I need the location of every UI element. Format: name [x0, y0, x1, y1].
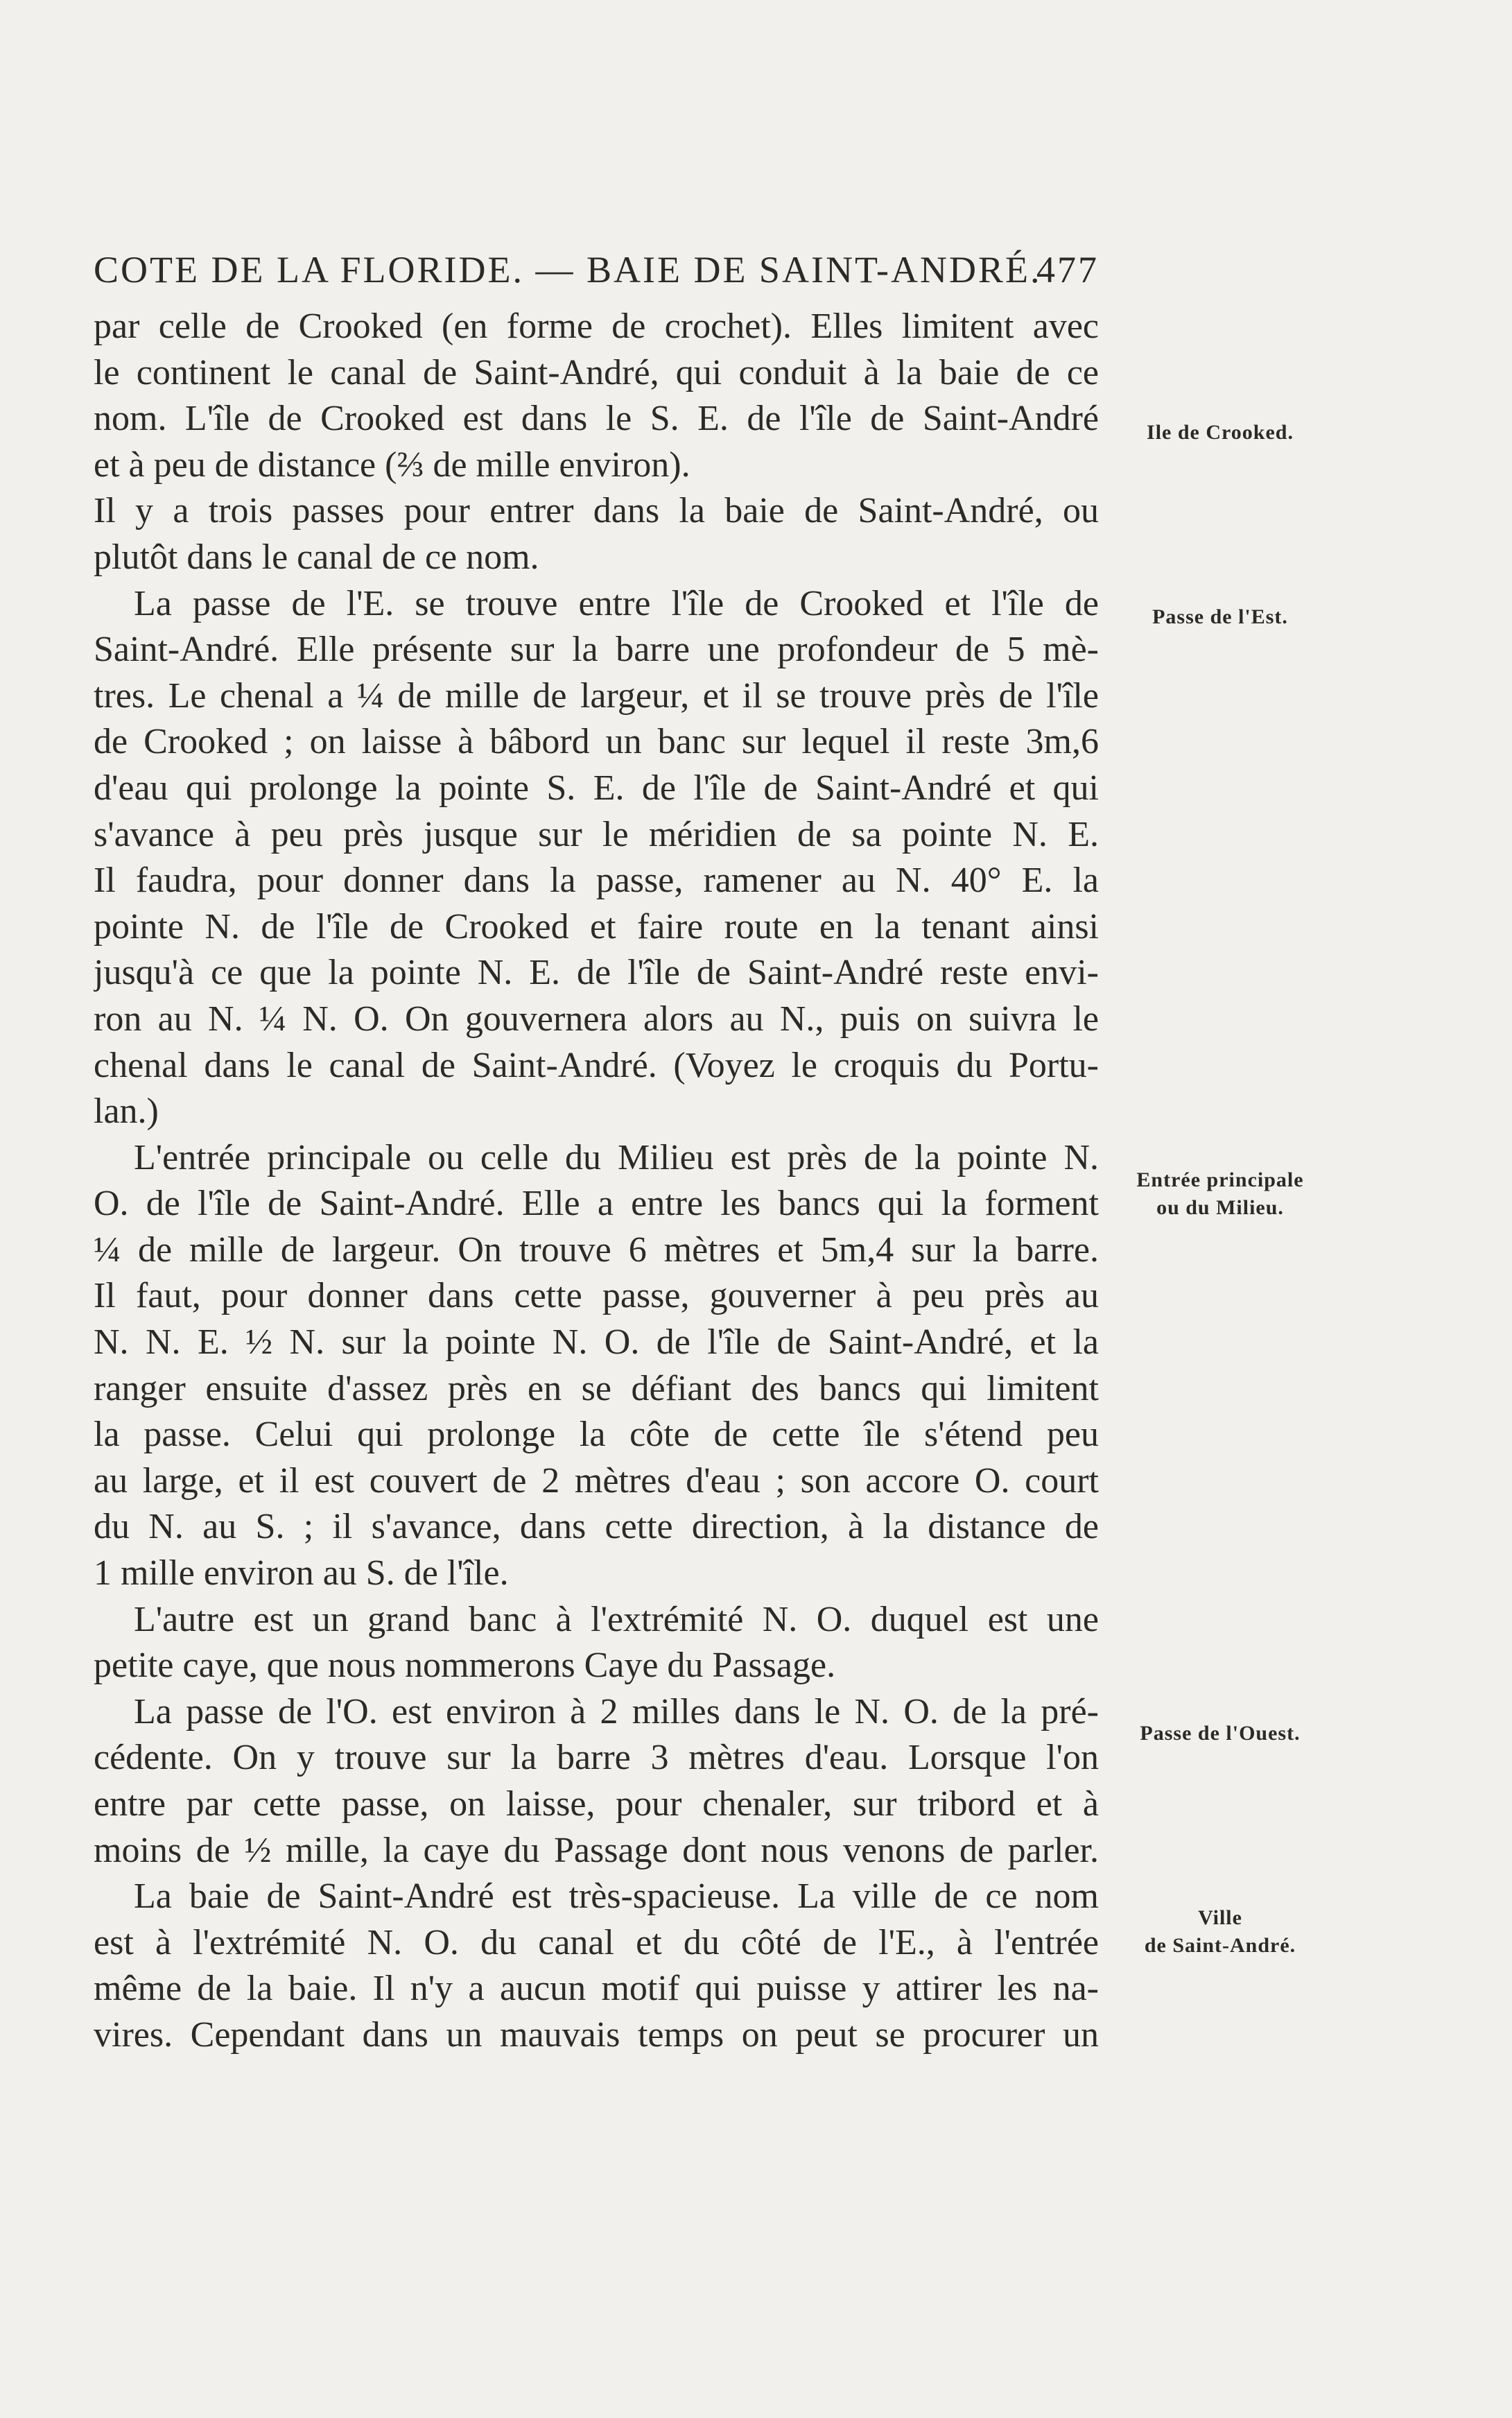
text-line: ¼ de mille de largeur. On trouve 6 mètres et 5m,4 sur la barre. [94, 1229, 1099, 1270]
margin-note-text: Passe de l'Ouest. [1140, 1722, 1301, 1745]
text-line: et à peu de distance (⅔ de mille environ). [94, 444, 690, 485]
text-line: Il faudra, pour donner dans la passe, ramener au N. 40° E. la [94, 861, 1099, 901]
text-line: par celle de Crooked (en forme de crochet). Elles limitent avec [94, 306, 1099, 346]
text-line: nom. L'île de Crooked est dans le S. E. de l'île de Saint-André [94, 399, 1099, 439]
running-header [94, 248, 1099, 297]
body-text [94, 304, 1099, 2059]
page-number: 477 [1036, 249, 1099, 291]
margin-note-text: de Saint-André. [1144, 1934, 1296, 1957]
text-line: La passe de l'O. est environ à 2 milles dans le N. O. de la pré- [134, 1691, 1099, 1732]
text-line: le continent le canal de Saint-André, qui conduit à la baie de ce [94, 352, 1099, 392]
text-line: petite caye, que nous nommerons Caye du Passage. [94, 1646, 836, 1686]
text-line: s'avance à peu près jusque sur le méridien de sa pointe N. E. [94, 814, 1099, 854]
text-line: jusqu'à ce que la pointe N. E. de l'île de Saint-André reste envi- [94, 953, 1099, 993]
text-line: vires. Cependant dans un mauvais temps on peut se procurer un [94, 2014, 1099, 2055]
text-line: au large, et il est couvert de 2 mètres d'eau ; son accore O. court [94, 1460, 1099, 1501]
text-line: L'entrée principale ou celle du Milieu est près de la pointe N. [134, 1137, 1099, 1177]
text-line: d'eau qui prolonge la pointe S. E. de l'île de Saint-André et qui [94, 768, 1099, 808]
text-line: ranger ensuite d'assez près en se défiant des bancs qui limitent [94, 1368, 1099, 1408]
text-line: cédente. On y trouve sur la barre 3 mètres d'eau. Lorsque l'on [94, 1738, 1099, 1778]
margin-note-text: Passe de l'Est. [1152, 605, 1288, 628]
text-line: Il y a trois passes pour entrer dans la baie de Saint-André, ou [94, 491, 1099, 531]
text-line: de Crooked ; on laisse à bâbord un banc sur lequel il reste 3m,6 [94, 722, 1099, 762]
text-line: La baie de Saint-André est très-spacieuse. La ville de ce nom [134, 1876, 1099, 1917]
text-line: tres. Le chenal a ¼ de mille de largeur, et il se trouve près de l'île [94, 675, 1099, 716]
text-line: entre par cette passe, on laisse, pour chenaler, sur tribord et à [94, 1784, 1099, 1824]
text-line: pointe N. de l'île de Crooked et faire route en la tenant ainsi [94, 906, 1099, 947]
margin-note-crooked [1109, 419, 1331, 447]
header-title: COTE DE LA FLORIDE. — BAIE DE SAINT-ANDRÉ. [94, 249, 1042, 291]
margin-note-text: ou du Milieu. [1156, 1196, 1284, 1219]
text-line: 1 mille environ au S. de l'île. [94, 1553, 509, 1594]
text-line: Saint-André. Elle présente sur la barre une profondeur de 5 mè- [94, 630, 1099, 670]
text-line: moins de ½ mille, la caye du Passage dont nous venons de parler. [94, 1830, 1099, 1870]
text-line: O. de l'île de Saint-André. Elle a entre les bancs qui la forment [94, 1184, 1099, 1224]
text-line: la passe. Celui qui prolonge la côte de cette île s'étend peu [94, 1415, 1099, 1455]
margin-note-milieu [1109, 1166, 1331, 1222]
text-line: N. N. E. ½ N. sur la pointe N. O. de l'île de Saint-André, et la [94, 1322, 1099, 1363]
text-line: même de la baie. Il n'y a aucun motif qui puisse y attirer les na- [94, 1969, 1099, 2009]
text-line: plutôt dans le canal de ce nom. [94, 537, 539, 577]
margin-note-text: Ville [1198, 1906, 1242, 1929]
margin-note-ville [1109, 1904, 1331, 1960]
margin-note-ouest [1109, 1720, 1331, 1747]
text-line: lan.) [94, 1091, 159, 1132]
text-line: ron au N. ¼ N. O. On gouvernera alors au N., puis on suivra le [94, 999, 1099, 1039]
margin-note-text: Ile de Crooked. [1147, 421, 1294, 444]
text-line: chenal dans le canal de Saint-André. (Voyez le croquis du Portu- [94, 1045, 1099, 1085]
text-line: La passe de l'E. se trouve entre l'île de Crooked et l'île de [134, 583, 1099, 623]
text-line: du N. au S. ; il s'avance, dans cette direction, à la distance de [94, 1507, 1099, 1547]
margin-note-est [1109, 603, 1331, 631]
margin-note-text: Entrée principale [1136, 1168, 1304, 1191]
text-line: L'autre est un grand banc à l'extrémité N. O. duquel est une [134, 1599, 1099, 1639]
text-line: est à l'extrémité N. O. du canal et du côté de l'E., à l'entrée [94, 1922, 1099, 1962]
text-line: Il faut, pour donner dans cette passe, gouverner à peu près au [94, 1276, 1099, 1316]
